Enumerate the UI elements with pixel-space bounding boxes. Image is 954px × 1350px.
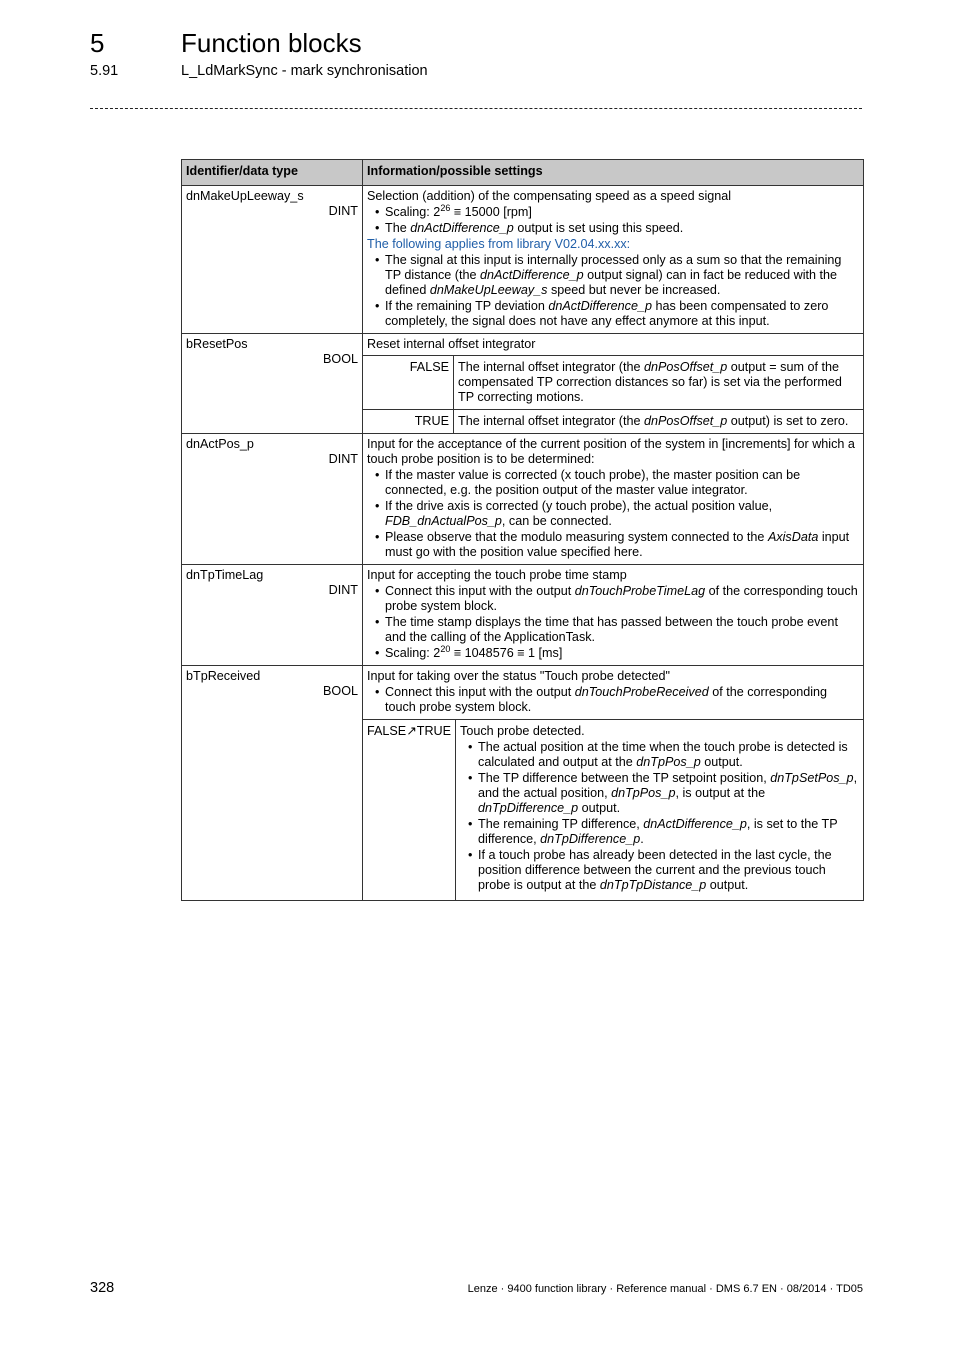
- table-row: [182, 666, 864, 901]
- library-version-note: The following applies from library V02.04.xx.xx:: [367, 237, 631, 251]
- value-summary: Touch probe detected.: [460, 724, 585, 738]
- chapter-title: Function blocks: [181, 28, 362, 58]
- value-description: [456, 720, 863, 901]
- publication-info: Lenze · 9400 function library · Reference manual · DMS 6.7 EN · 08/2014 · TD05: [467, 1283, 863, 1295]
- identifier-cell: [182, 666, 363, 901]
- list-item: • If the drive axis is corrected (y touch probe), the actual position value, FDB_dnActualPos_p, can be connected.: [385, 499, 859, 529]
- list-item: • If a touch probe has already been detected in the last cycle, the position difference between the current and the previous touch probe is output at the dnTpTpDistance_p output.: [478, 848, 859, 893]
- data-type: DINT: [328, 452, 358, 466]
- identifier-cell: [182, 334, 363, 434]
- value-description: The internal offset integrator (the dnPosOffset_p output) is set to zero.: [454, 410, 864, 434]
- value-label: FALSE↗TRUE: [363, 720, 456, 901]
- identifier-name: dnMakeUpLeeway_s: [186, 189, 304, 203]
- list-item: • Connect this input with the output dnTouchProbeReceived of the corresponding touch probe system block.: [385, 685, 859, 715]
- identifier-cell: [182, 565, 363, 666]
- info-cell: [363, 434, 864, 565]
- info-cell: [363, 666, 864, 901]
- list-item: • If the master value is corrected (x touch probe), the master position can be connected, e.g. the position output of the master value integrator.: [385, 468, 859, 498]
- data-type: DINT: [328, 204, 358, 218]
- column-header-identifier: Identifier/data type: [182, 160, 363, 186]
- table-row: [182, 565, 864, 666]
- info-cell: [363, 334, 864, 434]
- description: Selection (addition) of the compensating speed as a speed signal: [367, 189, 732, 203]
- description: Reset internal offset integrator: [367, 337, 536, 351]
- data-type: BOOL: [323, 684, 358, 698]
- header-divider: [90, 108, 862, 109]
- list-item: • The dnActDifference_p output is set using this speed.: [385, 221, 859, 236]
- table-row: [182, 334, 864, 434]
- list-item: • The TP difference between the TP setpoint position, dnTpSetPos_p, and the actual position, dnTpPos_p, is output at the dnTpDifference_p output.: [478, 771, 859, 816]
- bullet-list: [367, 253, 859, 329]
- table-row: [182, 434, 864, 565]
- table-header-row: [182, 160, 864, 186]
- identifier-cell: [182, 434, 363, 565]
- list-item: • Please observe that the modulo measuring system connected to the AxisData input must go with the position value specified here.: [385, 530, 859, 560]
- value-row: [363, 356, 863, 410]
- list-item: • Scaling: $2^{26} \equiv 15000$ [rpm]: [385, 205, 859, 220]
- value-row: [363, 410, 863, 434]
- data-type: DINT: [328, 583, 358, 597]
- list-item: • The remaining TP difference, dnActDifference_p, is set to the TP difference, dnTpDifference_p.: [478, 817, 859, 847]
- identifier-name: dnActPos_p: [186, 437, 254, 451]
- description: Input for accepting the touch probe time stamp: [367, 568, 627, 582]
- bullet-list: [367, 584, 859, 661]
- identifier-name: bResetPos: [186, 337, 248, 351]
- parameter-table: [181, 159, 864, 901]
- info-cell: [363, 565, 864, 666]
- list-item: • The actual position at the time when the touch probe is detected is calculated and output at the dnTpPos_p output.: [478, 740, 859, 770]
- bullet-list: [367, 202, 859, 236]
- column-header-info: Information/possible settings: [363, 160, 864, 186]
- value-label: FALSE: [363, 356, 454, 410]
- description: Input for the acceptance of the current position of the system in [increments] for which a touch probe position is to be determined:: [367, 437, 855, 466]
- value-row: [363, 720, 863, 901]
- list-item: • Connect this input with the output dnTouchProbeTimeLag of the corresponding touch probe system block.: [385, 584, 859, 614]
- section-title: L_LdMarkSync - mark synchronisation: [181, 63, 428, 79]
- list-item: • The signal at this input is internally processed only as a sum so that the remaining TP distance (the dnActDifference_p output signal) can in fact be reduced with the defined dnMakeUpLeeway_s speed but never be increased.: [385, 253, 859, 298]
- bullet-list: [367, 468, 859, 560]
- list-item: • Scaling: $2^{20} \equiv 1048576 \equiv 1$ [ms]: [385, 646, 859, 661]
- section-number: 5.91: [90, 63, 119, 79]
- info-cell: [363, 186, 864, 334]
- list-item: • If the remaining TP deviation dnActDifference_p has been compensated to zero completely, the signal does not have any effect anymore at this input.: [385, 299, 859, 329]
- bullet-list: [367, 685, 859, 715]
- bullet-list: [460, 740, 859, 893]
- identifier-name: bTpReceived: [186, 669, 261, 683]
- value-description: The internal offset integrator (the dnPosOffset_p output = sum of the compensated TP correction distances so far) is set via the performed TP correcting motions.: [454, 356, 864, 410]
- table-row: [182, 186, 864, 334]
- value-table: [363, 355, 863, 433]
- page-number: 328: [90, 1280, 115, 1296]
- data-type: BOOL: [323, 352, 358, 366]
- value-label: TRUE: [363, 410, 454, 434]
- description: Input for taking over the status "Touch probe detected": [367, 669, 670, 683]
- identifier-cell: [182, 186, 363, 334]
- list-item: • The time stamp displays the time that has passed between the touch probe event and the calling of the ApplicationTask.: [385, 615, 859, 645]
- chapter-number: 5: [90, 28, 105, 58]
- value-table: [363, 719, 863, 900]
- description-block: [363, 666, 863, 719]
- identifier-name: dnTpTimeLag: [186, 568, 264, 582]
